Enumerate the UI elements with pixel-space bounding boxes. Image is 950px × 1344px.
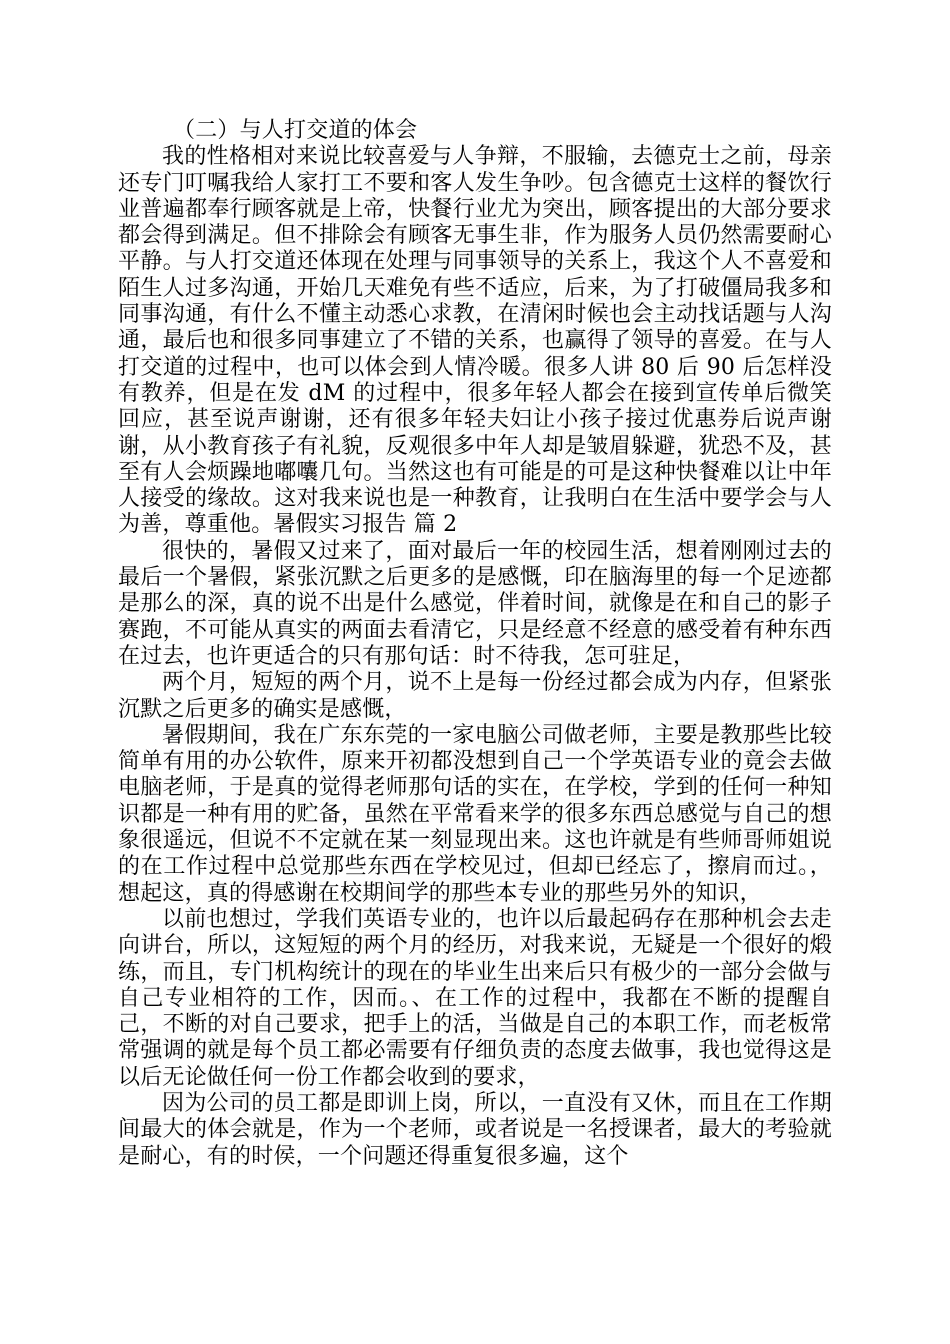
paragraph: 因为公司的员工都是即训上岗，所以，一直没有又休，而且在工作期间最大的体会就是，作为一个老师，或者说是一名授课者，最大的考验就是耐心，有的时侯，一个问题还得重复很多遍，这个 xyxy=(118,1090,832,1169)
paragraph: 以前也想过，学我们英语专业的，也许以后最起码存在那种机会去走向讲台，所以，这短短的两个月的经历，对我来说，无疑是一个很好的煅练，而且，专门机构统计的现在的毕业生出来后只有极少的一部分会做与自己专业相符的工作，因而。、在工作的过程中，我都在不断的提醒自己，不断的对自己要求，把手上的活，当做是自己的本职工作，而老板常常强调的就是每个员工都必需要有仔细负责的态度去做事，我也觉得这是以后无论做任何一份工作都会收到的要求， xyxy=(118,906,832,1090)
paragraph: 两个月，短短的两个月，说不上是每一份经过都会成为内存，但紧张沉默之后更多的确实是感慨， xyxy=(118,670,832,722)
section-heading: （二）与人打交道的体会 xyxy=(173,118,418,143)
document-body xyxy=(118,118,832,1170)
paragraph: 暑假期间，我在广东东莞的一家电脑公司做老师，主要是教那些比较简单有用的办公软件，原来开初都没想到自己一个学英语专业的竟会去做电脑老师，于是真的觉得老师那句话的实在，在学校，学到的任何一种知识都是一种有用的贮备，虽然在平常看来学的很多东西总感觉与自己的想象很遥远，但说不不定就在某一刻显现出来。这也许就是有些师哥师姐说的在工作过程中总觉那些东西在学校见过，但却已经忘了，擦肩而过。，想起这，真的得感谢在校期间学的那些本专业的那些另外的知识， xyxy=(118,722,832,906)
paragraph: 我的性格相对来说比较喜爱与人争辩，不服输，去德克士之前，母亲还专门叮嘱我给人家打工不要和客人发生争吵。包含德克士这样的餐饮行业普遍都奉行顾客就是上帝，快餐行业尤为突出，顾客提出的大部分要求都会得到满足。但不排除会有顾客无事生非，作为服务人员仍然需要耐心平静。与人打交道还体现在处理与同事领导的关系上，我这个人不喜爱和陌生人过多沟通，开始几天难免有些不适应，后来，为了打破僵局我多和同事沟通，有什么不懂主动悉心求教，在清闲时候也会主动找话题与人沟通，最后也和很多同事建立了不错的关系，也赢得了领导的喜爱。在与人打交道的过程中，也可以体会到人情冷暖。很多人讲 80 后 90 后怎样没有教养，但是在发 dM 的过程中，很多年轻人都会在接到宣传单后微笑回应，甚至说声谢谢，还有很多年轻夫妇让小孩子接过优惠券后说声谢谢，从小教育孩子有礼貌，反观很多中年人却是皱眉躲避，犹恐不及，甚至有人会烦躁地嘟囔几句。当然这也有可能是的可是这种快餐难以让中年人接受的缘故。这对我来说也是一种教育，让我明白在生活中要学会与人为善，尊重他。暑假实习报告 篇 2 xyxy=(118,144,832,538)
paragraph: 很快的，暑假又过来了，面对最后一年的校园生活，想着刚刚过去的最后一个暑假，紧张沉默之后更多的是感慨，印在脑海里的每一个足迹都是那么的深，真的说不出是什么感觉，伴着时间，就像是在和自己的影子赛跑，不可能从真实的两面去看清它，只是经意不经意的感受着有种东西在过去，也许更适合的只有那句话：时不待我，怎可驻足， xyxy=(118,538,832,669)
